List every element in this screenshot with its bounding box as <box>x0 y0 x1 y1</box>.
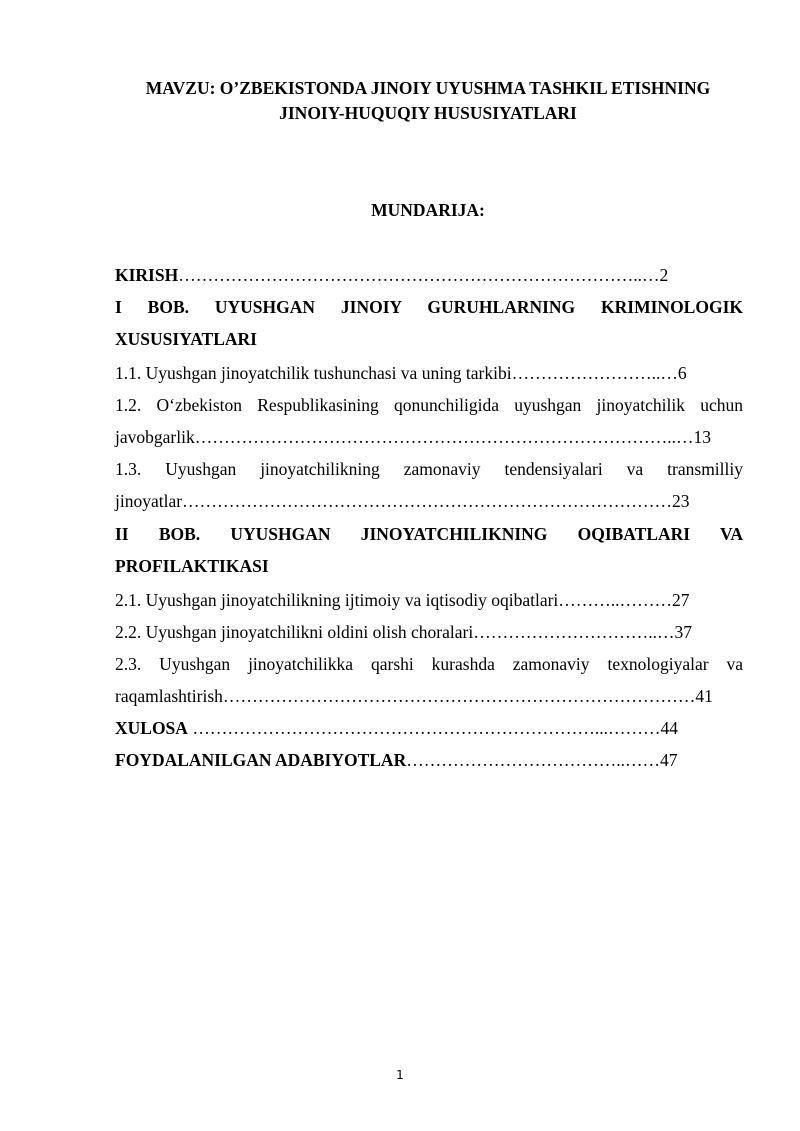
toc-entry-label: KIRISH <box>115 265 179 285</box>
toc-section-2-3-line-1: 2.3. Uyushgan jinoyatchilikka qarshi kurashda zamonaviy texnologiyalar va <box>115 654 743 674</box>
toc-section-1-3-line-2: jinoyatlar…………………………………………………………………………23 <box>115 491 690 511</box>
toc-section-1-2-line-1: 1.2. O‘zbekiston Respublikasining qonunchiligida uyushgan jinoyatchilik uchun <box>115 395 743 415</box>
toc-entry-label: XULOSA <box>115 718 188 738</box>
toc-entry-kirish <box>115 264 743 286</box>
toc-page-number: 47 <box>659 750 678 770</box>
toc-entry-label: FOYDALANILGAN ADABIYOTLAR <box>115 750 407 770</box>
toc-entry-adabiyotlar <box>115 749 743 771</box>
page-title-line-1: MAVZU: O’ZBEKISTONDA JINOIY UYUSHMA TASHKIL ETISHNING <box>145 78 711 98</box>
toc-chapter-1-line-1: I BOB. UYUSHGAN JINOIY GURUHLARNING KRIMINOLOGIK <box>115 297 743 317</box>
toc-section-1-1: 1.1. Uyushgan jinoyatchilik tushunchasi va uning tarkibi……………………..…6 <box>115 363 687 383</box>
toc-heading: MUNDARIJA: <box>371 200 485 220</box>
toc-section-1-2-line-2: javobgarlik………………………………………………………………………..…13 <box>115 427 711 447</box>
toc-leader-dots: ………………………………..…… <box>406 750 660 770</box>
page-number: 1 <box>396 1068 404 1082</box>
toc-leader-dots: ……………………………………………………………………..… <box>178 265 660 285</box>
toc-chapter-2-line-1: II BOB. UYUSHGAN JINOYATCHILIKNING OQIBATLARI VA <box>115 524 743 544</box>
toc-chapter-1-line-2: XUSUSIYATLARI <box>115 329 257 349</box>
toc-page-number: 2 <box>659 265 669 285</box>
page-title-line-2: JINOIY-HUQUQIY HUSUSIYATLARI <box>279 103 577 123</box>
toc-leader-dots: ……………………………………………………………...……… <box>187 718 661 738</box>
toc-section-2-1: 2.1. Uyushgan jinoyatchilikning ijtimoiy va iqtisodiy oqibatlari………..………27 <box>115 590 690 610</box>
toc-section-2-3-line-2: raqamlashtirish………………………………………………………………………41 <box>115 686 713 706</box>
toc-page-number: 44 <box>660 718 678 738</box>
toc-chapter-2-line-2: PROFILAKTIKASI <box>115 556 269 576</box>
toc-entry-xulosa <box>115 717 743 739</box>
page-title <box>110 76 746 126</box>
toc-section-1-3-line-1: 1.3. Uyushgan jinoyatchilikning zamonaviy tendensiyalari va transmilliy <box>115 459 743 479</box>
toc-section-2-2: 2.2. Uyushgan jinoyatchilikni oldini olish choralari…………………………..…37 <box>115 622 692 642</box>
